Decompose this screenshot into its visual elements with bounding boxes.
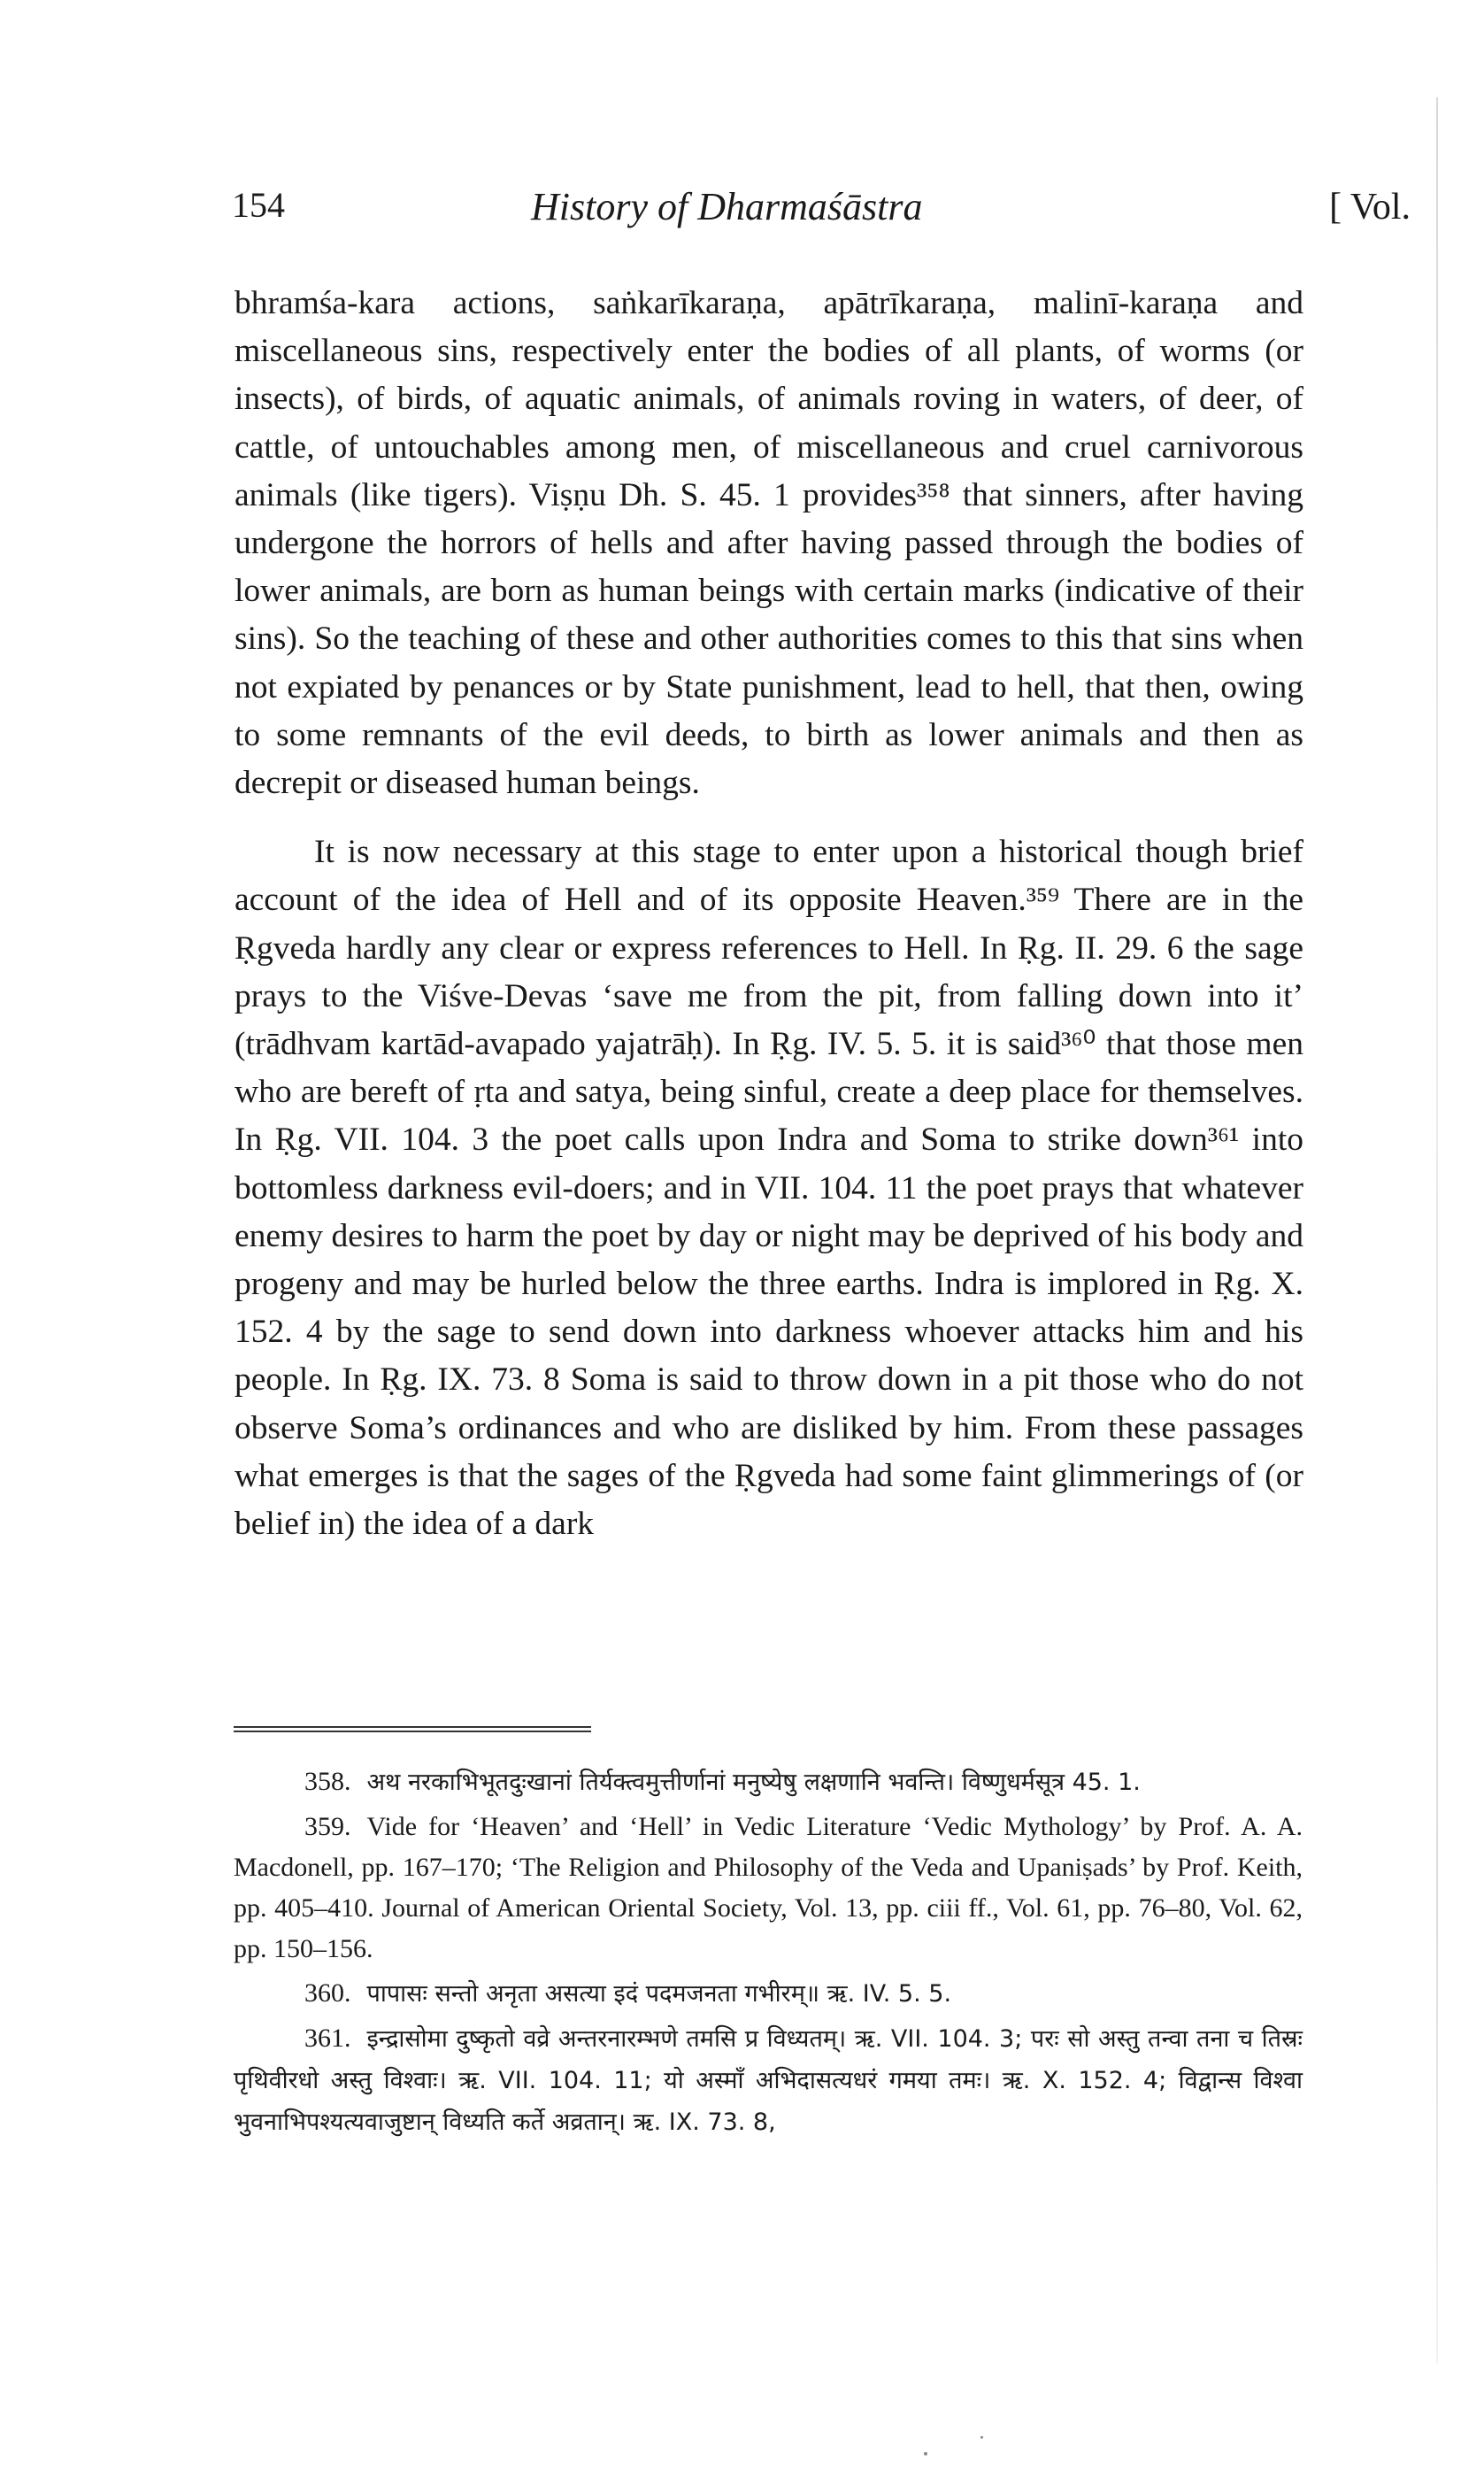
page-edge-shadow (1436, 97, 1438, 2363)
footnote-separator (234, 1726, 591, 1737)
page-header (232, 184, 1446, 237)
paragraph-heaven-hell: It is now necessary at this stage to enter upon a historical though brief account of the idea of Hell and of its opposite Heaven.³⁵⁹ There are in the Ṛgveda hardly any clear or express references to Hell. In Ṛg. II. 29. 6 the sage prays to the Viśve-Devas ‘save me from the pit, from falling down into it’ (trādhvam kartād-avapado yajatrāḥ). In Ṛg. IV. 5. 5. it is said³⁶⁰ that those men who are bereft of ṛta and satya, being sinful, create a deep place for themselves. In Ṛg. VII. 104. 3 the poet calls upon Indra and Soma to strike down³⁶¹ into bottomless darkness evil-doers; and in VII. 104. 11 the poet prays that whatever enemy desires to harm the poet by day or night may be deprived of his body and progeny and may be hurled below the three earths. Indra is implored in Ṛg. X. 152. 4 by the sage to send down into darkness whoever attacks him and his people. In Ṛg. IX. 73. 8 Soma is said to throw down in a pit those who do not observe Soma’s ordinances and who are disliked by him. From these passages what emerges is that the sages of the Ṛgveda had some faint glimmerings of (or belief in) the idea of a dark (235, 834, 1303, 1543)
main-text (235, 280, 1303, 1548)
footnote-text: पापासः सन्तो अनृता असत्या इदं पदमजनता गभीरम्॥ ऋ. IV. 5. 5. (366, 1980, 952, 2008)
footnote-number: 361. (304, 2024, 351, 2053)
footnote-number: 360. (304, 1978, 351, 2008)
footnotes (234, 1762, 1303, 2147)
footnote-360 (234, 1973, 1303, 2015)
footnote-358 (234, 1762, 1303, 1803)
footnote-text: इन्द्रासोमा दुष्कृतो वव्रे अन्तरनारम्भणे तमसि प्र विध्यतम्। ऋ. VII. 104. 3; परः सो अस्तु तन्वा तना च तिस्रः पृथिवीरधो अस्तु विश्वाः। ऋ. VII. 104. 11; यो अस्माँ अभिदासत्यधरं गमया तमः। ऋ. X. 152. 4; विद्वान्स विश्वा भुवनाभिपश्यत्यवाजुष्टान् विध्यति कर्ते अव्रतान्। ऋ. IX. 73. 8, (234, 2025, 1303, 2136)
running-title: History of Dharmaśāstra (531, 185, 923, 228)
paragraph-continuation: bhramśa-kara actions, saṅkarīkaraṇa, apātrīkaraṇa, malinī-karaṇa and miscellaneous sins, respectively enter the bodies of all plants, of worms (or insects), of birds, of aquatic animals, of animals roving in waters, of deer, of cattle, of untouchables among men, of miscellaneous and cruel carnivorous animals (like tigers). Viṣṇu Dh. S. 45. 1 provides³⁵⁸ that sinners, after having undergone the horrors of hells and after having passed through the bodies of lower animals, are born as human beings with certain marks (indicative of their sins). So the teaching of these and other authorities comes to this that sins when not expiated by penances or by State punishment, lead to hell, that then, owing to some remnants of the evil deeds, to birth as lower animals and then as decrepit or diseased human beings. (235, 285, 1303, 802)
footnote-number: 359. (304, 1812, 351, 1841)
volume-marker: [ Vol. (1329, 187, 1411, 227)
footnote-359 (234, 1807, 1303, 1970)
footnote-number: 358. (304, 1767, 351, 1796)
scan-speck (924, 2452, 927, 2455)
page-number: 154 (232, 185, 285, 225)
footnote-text: Vide for ‘Heaven’ and ‘Hell’ in Vedic Literature ‘Vedic Mythology’ by Prof. A. A. Macdonell, pp. 167–170; ‘The Religion and Philosophy of the Veda and Upaniṣads’ by Prof. Keith, pp. 405–410. Journal of American Oriental Society, Vol. 13, pp. ciii ff., Vol. 61, pp. 76–80, Vol. 62, pp. 150–156. (234, 1812, 1303, 1963)
scan-speck (980, 2436, 983, 2439)
footnote-361 (234, 2018, 1303, 2143)
footnote-text: अथ नरकाभिभूतदुःखानां तिर्यक्त्वमुत्तीर्णानां मनुष्येषु लक्षणानि भवन्ति। विष्णुधर्मसूत्र 45. 1. (366, 1769, 1141, 1796)
